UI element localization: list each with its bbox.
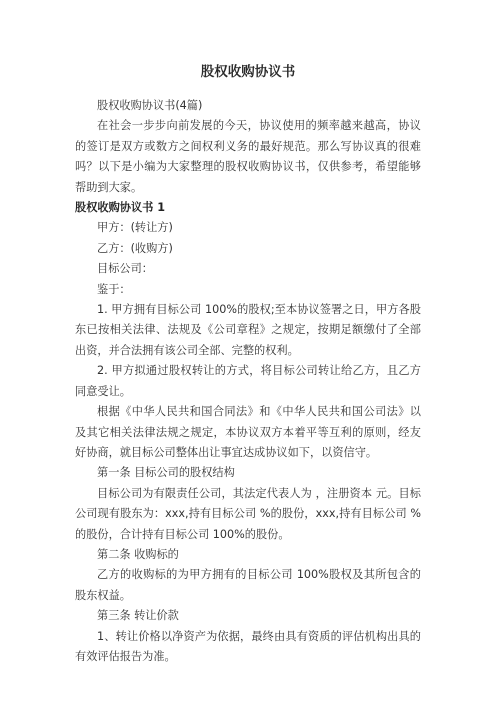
paragraph: 鉴于：	[97, 282, 131, 296]
paragraph: 第一条 目标公司的股权结构	[97, 466, 235, 480]
paragraph: 1、转让价格以净资产为依据，最终由具有资质的评估机构出具的有效评估报告为准。	[75, 629, 421, 663]
paragraph: 第三条 转让价款	[97, 609, 179, 623]
document-title: 股权收购协议书	[200, 64, 296, 80]
paragraph: 根据《中华人民共和国合同法》和《中华人民共和国公司法》以及其它相关法律法规之规定，本协议双方本着平等互利的原则，经友好协商，就目标公司整体出让事宜达成协议如下，以资信守。	[75, 405, 421, 459]
paragraph: 第二条 收购标的	[97, 547, 179, 561]
paragraph: 在社会一步步向前发展的今天，协议使用的频率越来越高，协议的签订是双方或数方之间权利义务的最好规范。那么写协议真的很难吗？以下是小编为大家整理的股权收购协议书，仅供参考，希望能够帮助到大家。	[75, 119, 421, 194]
paragraph: 1. 甲方拥有目标公司 100%的股权;至本协议签署之日，甲方各股东已按相关法律、法规及《公司章程》之规定，按期足额缴付了全部出资，并合法拥有该公司全部、完整的权利。	[75, 303, 421, 357]
paragraph: 目标公司为有限责任公司，其法定代表人为 ，注册资本 元。目标公司现有股东为：xxx,持有目标公司 %的股份，xxx,持有目标公司 %的股份，合计持有目标公司 100%的股份。	[75, 486, 421, 541]
document-body	[75, 96, 421, 667]
paragraph: 乙方的收购标的为甲方拥有的目标公司 100%股权及其所包含的股东权益。	[75, 568, 421, 602]
paragraph: 2. 甲方拟通过股权转让的方式，将目标公司转让给乙方，且乙方同意受让。	[75, 364, 421, 398]
paragraph: 甲方：(转让方)	[97, 221, 173, 235]
section-heading: 股权收购协议书 1	[75, 201, 165, 215]
paragraph: 目标公司：	[97, 262, 153, 276]
paragraph: 股权收购协议书(4篇)	[97, 99, 203, 112]
paragraph: 乙方：(收购方)	[97, 241, 173, 255]
